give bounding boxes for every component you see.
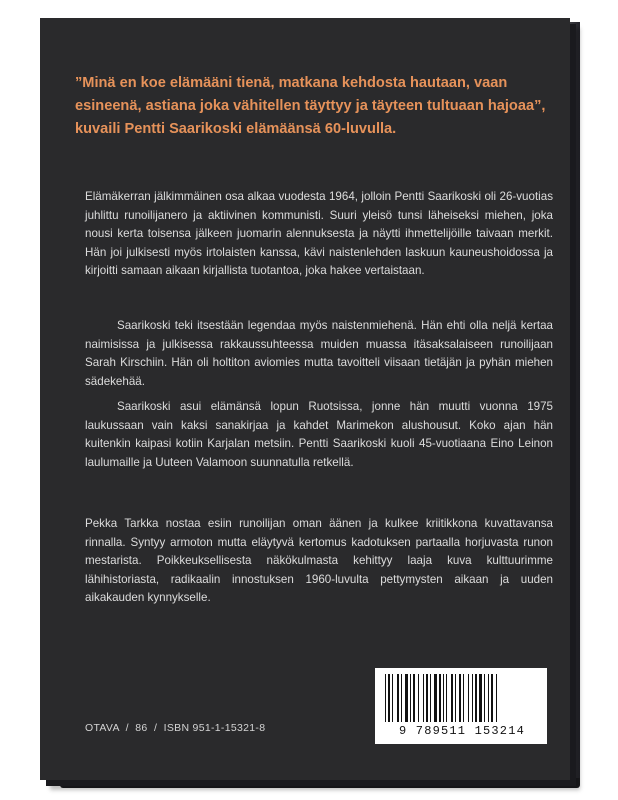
- barcode-bar: [484, 674, 485, 722]
- barcode-bar: [451, 674, 453, 722]
- barcode-bar: [472, 674, 473, 722]
- barcode-bar: [446, 674, 447, 722]
- barcode-bar: [397, 674, 399, 722]
- blurb-text: Pekka Tarkka nostaa esiin runoilijan oman äänen ja kulkee kriitikkona kuvattavansa rinnalla. Syntyy armoton mutta eläytyvä kertomus kadotuksen partaalla horjuvasta runon mestarista. Poikkeuksellisesta näkökulmasta kehittyy laaja kuva kulttuurimme lähihistoriasta, radikaalin innostuksen 1960-luvulta pettymysten aikaan ja uuden aikakauden kynnykselle.: [85, 517, 553, 605]
- barcode-bar: [463, 674, 464, 722]
- barcode-bar: [434, 674, 437, 722]
- blurb-paragraph-4: [85, 515, 553, 608]
- barcode-bar: [479, 674, 482, 722]
- barcode-bar: [439, 674, 441, 722]
- barcode-bar: [488, 674, 489, 722]
- barcode-bars-icon: [383, 674, 539, 722]
- barcode-bar: [418, 674, 419, 722]
- barcode-bar: [468, 674, 469, 722]
- blurb-paragraph-3: [85, 398, 553, 472]
- blurb-text: Saarikoski teki itsestään legendaa myös naistenmiehenä. Hän ehti olla neljä kertaa naimisissa ja julkisessa rakkaussuhteessa muiden muassa itäsaksalaiseen runoilijaan Sarah Kirschiin. Hän oli holtiton aviomies mutta tavoitteli viisaan tietäjän ja pyhän miehen sädekehää.: [85, 319, 553, 388]
- barcode-bar: [459, 674, 461, 722]
- publisher-footer: OTAVA / 86 / ISBN 951-1-15321-8: [85, 722, 266, 734]
- barcode-bar: [423, 674, 424, 722]
- barcode-bar: [401, 674, 402, 722]
- barcode-bar: [426, 674, 428, 722]
- barcode-bar: [430, 674, 431, 722]
- barcode-bar: [413, 674, 415, 722]
- barcode-bar: [443, 674, 444, 722]
- blurb-text: Elämäkerran jälkimmäinen osa alkaa vuodesta 1964, jolloin Pentti Saarikoski oli 26-vuotias juhlittu runoilijanero ja aktiivinen kommunisti. Suuri yleisö tunsi läheiseksi miehen, joka nousi kerta toisensa jälkeen juomarin alennuksesta ja näytti ihmettelijöille taivaan merkit. Hän joi julkisesti myös irtolaisten kanssa, kävi naistenlehden laskuun kauneushoidossa ja kirjoitti samaan aikaan kirjallista tuotantoa, joka hakee vertaistaan.: [85, 190, 553, 278]
- barcode-bar: [496, 674, 497, 722]
- barcode-bar: [388, 674, 390, 722]
- barcode-bar: [410, 674, 411, 722]
- barcode-bar: [491, 674, 493, 722]
- barcode-digits: 9 789511 153214: [398, 724, 526, 738]
- barcode-bar: [385, 674, 386, 722]
- isbn-barcode: [375, 668, 547, 744]
- barcode-bar: [455, 674, 456, 722]
- blurb-paragraph-2: [85, 317, 553, 391]
- barcode-bar: [392, 674, 393, 722]
- book-spine-edge: [570, 22, 580, 778]
- barcode-bar: [475, 674, 477, 722]
- barcode-bar: [405, 674, 408, 722]
- blurb-paragraph-1: [85, 188, 553, 281]
- cover-quote: ”Minä en koe elämääni tienä, matkana kehdosta hautaan, vaan esineenä, astiana joka vähitellen täyttyy ja täyteen tultuaan hajoaa”, kuvaili Pentti Saarikoski elämäänsä 60-luvulla.: [75, 75, 546, 137]
- blurb-text: Saarikoski asui elämänsä lopun Ruotsissa, jonne hän muutti vuonna 1975 laukussaan vain kaksi sanakirjaa ja kahdet Marimekon alushousut. Koko ajan hän kuitenkin kaipasi kotiin Karjalan metsiin. Pentti Saarikoski kuoli 45-vuotiaana Eino Leinon laulumaille ja Uuteen Valamoon suunnatulla retkellä.: [85, 400, 553, 469]
